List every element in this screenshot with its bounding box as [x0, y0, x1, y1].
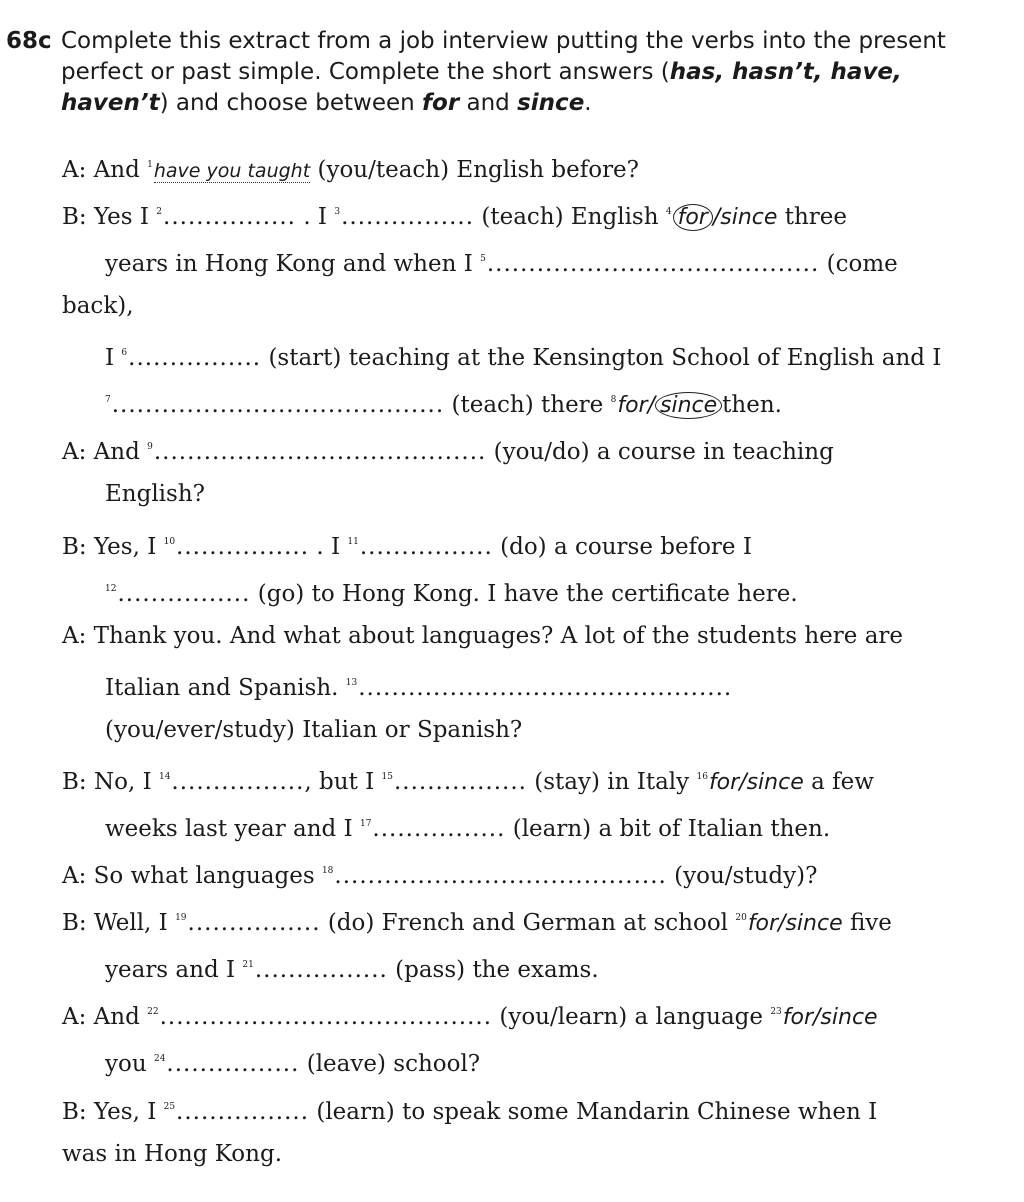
- dialogue-line-b-13: was in Hong Kong.: [62, 1141, 283, 1167]
- dialogue-line-a-6: (you/ever/study) Italian or Spanish?: [105, 717, 523, 743]
- blank-7[interactable]: [112, 392, 444, 418]
- choice-for-since-16[interactable]: for/since: [708, 770, 804, 795]
- dialogue-line-b-8: B: No, I $^{14}$ ..... , but I $^{15}$ ..... (stay) in Italy $^{16}$for/since a few: [62, 762, 874, 798]
- dialogue-line-a-1: A: And $^1$have you taught (you/teach) English before?: [62, 157, 640, 183]
- blank-12[interactable]: [117, 581, 250, 607]
- blank-17[interactable]: [372, 816, 505, 842]
- blank-18[interactable]: [334, 863, 666, 889]
- dialogue-line-b-4: I $^6$ ..... (start) teaching at the Kensington School of English and I: [105, 338, 941, 373]
- dialogue-line-a-2: A: And $^9$ ..... (you/do) a course in teaching: [62, 432, 834, 467]
- dialogue-line-a-5: Italian and Spanish. $^{13}$ .....: [105, 668, 732, 703]
- dialogue-line-b-5: $^7$ ..... (teach) there $^8$for/ since then.: [105, 385, 782, 421]
- blank-22[interactable]: [160, 1004, 492, 1030]
- dialogue-line-a-8: A: And $^{22}$ ..... (you/learn) a language $^{23}$for/since: [62, 997, 878, 1033]
- choice-since-circled[interactable]: since: [655, 392, 722, 419]
- dialogue-line-b-12: B: Yes, I $^{25}$ ..... (learn) to speak some Mandarin Chinese when I: [62, 1092, 877, 1127]
- blank-5[interactable]: [487, 251, 819, 277]
- blank-25[interactable]: [176, 1099, 309, 1125]
- dialogue-line-b-11: years and I $^{21}$ ..... (pass) the exams.: [105, 950, 599, 985]
- choice-for-since-20[interactable]: for/since: [747, 911, 843, 936]
- choice-for-circled[interactable]: for: [673, 204, 713, 231]
- dialogue-line-a-4: A: Thank you. And what about languages? A lot of the students here are: [62, 623, 904, 649]
- blank-9[interactable]: [154, 439, 486, 465]
- blank-21[interactable]: [255, 957, 388, 983]
- example-answer: have you taught: [153, 160, 311, 182]
- choice-for-since-23[interactable]: for/since: [782, 1005, 878, 1030]
- blank-19[interactable]: [188, 910, 321, 936]
- dialogue-line-b-9: weeks last year and I $^{17}$ ..... (learn) a bit of Italian then.: [105, 809, 830, 844]
- dialogue-line-b-6: B: Yes, I $^{10}$ ..... . I $^{11}$ ..... (do) a course before I: [62, 527, 752, 562]
- blank-11[interactable]: [360, 534, 493, 560]
- blank-2[interactable]: [163, 204, 296, 230]
- dialogue-line-a-9: you $^{24}$ ..... (leave) school?: [105, 1044, 480, 1079]
- dialogue-line-b-10: B: Well, I $^{19}$ ..... (do) French and German at school $^{20}$for/since five: [62, 903, 892, 939]
- blank-3[interactable]: [341, 204, 474, 230]
- dialogue-line-b-2: years in Hong Kong and when I $^5$ ..... (come: [105, 244, 898, 279]
- dialogue-line-b-7: $^{12}$ ..... (go) to Hong Kong. I have the certificate here.: [105, 574, 798, 609]
- blank-24[interactable]: [166, 1051, 299, 1077]
- exercise-number: 68c: [6, 28, 52, 54]
- blank-15[interactable]: [394, 769, 527, 795]
- dialogue-line-b-1: B: Yes I $^2$ ..... . I $^3$ ..... (teach) English $^4$ for /since three: [62, 197, 847, 233]
- blank-14[interactable]: [171, 769, 304, 795]
- dialogue-line-a-3: English?: [105, 481, 205, 507]
- exercise-instructions: Complete this extract from a job interview putting the verbs into the present perfect or past simple. Complete the short answers (has, hasn’t, have, haven’t) and choose between for and since.: [61, 28, 946, 116]
- blank-13[interactable]: [358, 675, 732, 701]
- blank-10[interactable]: [176, 534, 309, 560]
- dialogue-line-b-3: back),: [62, 293, 134, 319]
- dialogue-line-a-7: A: So what languages $^{18}$ ..... (you/study)?: [62, 856, 817, 891]
- blank-6[interactable]: [128, 345, 261, 371]
